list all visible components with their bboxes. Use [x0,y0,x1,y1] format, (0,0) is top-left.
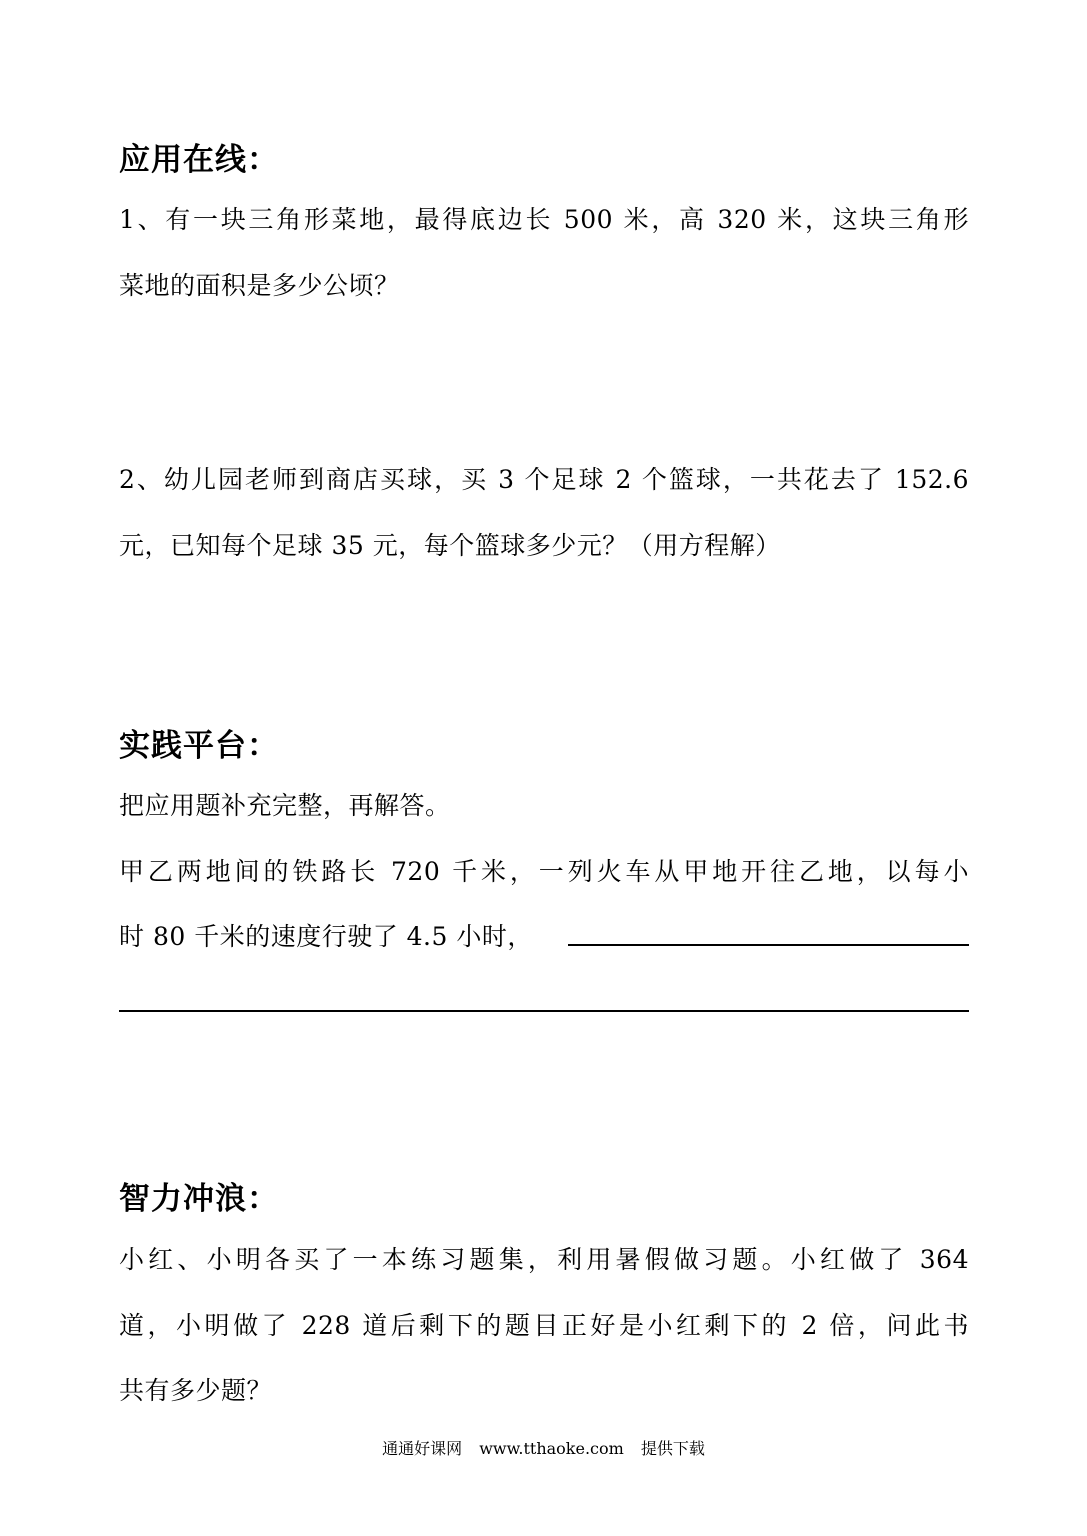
section-heading-practice: 实践平台： [119,728,279,764]
answer-blank-line-1 [568,944,969,946]
page-footer [0,1436,1087,1459]
question-2-line-1: 2、幼儿园老师到商店买球，买 3 个足球 2 个篮球，一共花去了 152.6 [119,465,969,494]
question-1-line-2: 菜地的面积是多少公顷？ [119,271,400,300]
footer-suffix: 提供下载 [640,1439,705,1458]
section-heading-brain-teaser: 智力冲浪： [119,1181,279,1217]
answer-blank-line-2 [119,1010,969,1012]
teaser-line-1: 小红、小明各买了一本练习题集，利用暑假做习题。小红做了 364 [119,1245,969,1274]
practice-instruction: 把应用题补充完整，再解答。 [119,791,451,820]
question-2-line-2: 元，已知每个足球 35 元，每个篮球多少元？（用方程解） [119,531,781,560]
practice-problem-line-1: 甲乙两地间的铁路长 720 千米，一列火车从甲地开往乙地，以每小 [119,857,969,886]
footer-brand: 通通好课网 [382,1439,463,1458]
question-1-line-1: 1、有一块三角形菜地，最得底边长 500 米，高 320 米，这块三角形 [119,205,969,234]
footer-url: www.tthaoke.com [479,1439,624,1458]
teaser-line-3: 共有多少题？ [119,1376,273,1405]
teaser-line-2: 道，小明做了 228 道后剩下的题目正好是小红剩下的 2 倍，问此书 [119,1311,969,1340]
practice-problem-line-2: 时 80 千米的速度行驶了 4.5 小时， [119,922,533,951]
section-heading-application: 应用在线： [119,142,279,178]
